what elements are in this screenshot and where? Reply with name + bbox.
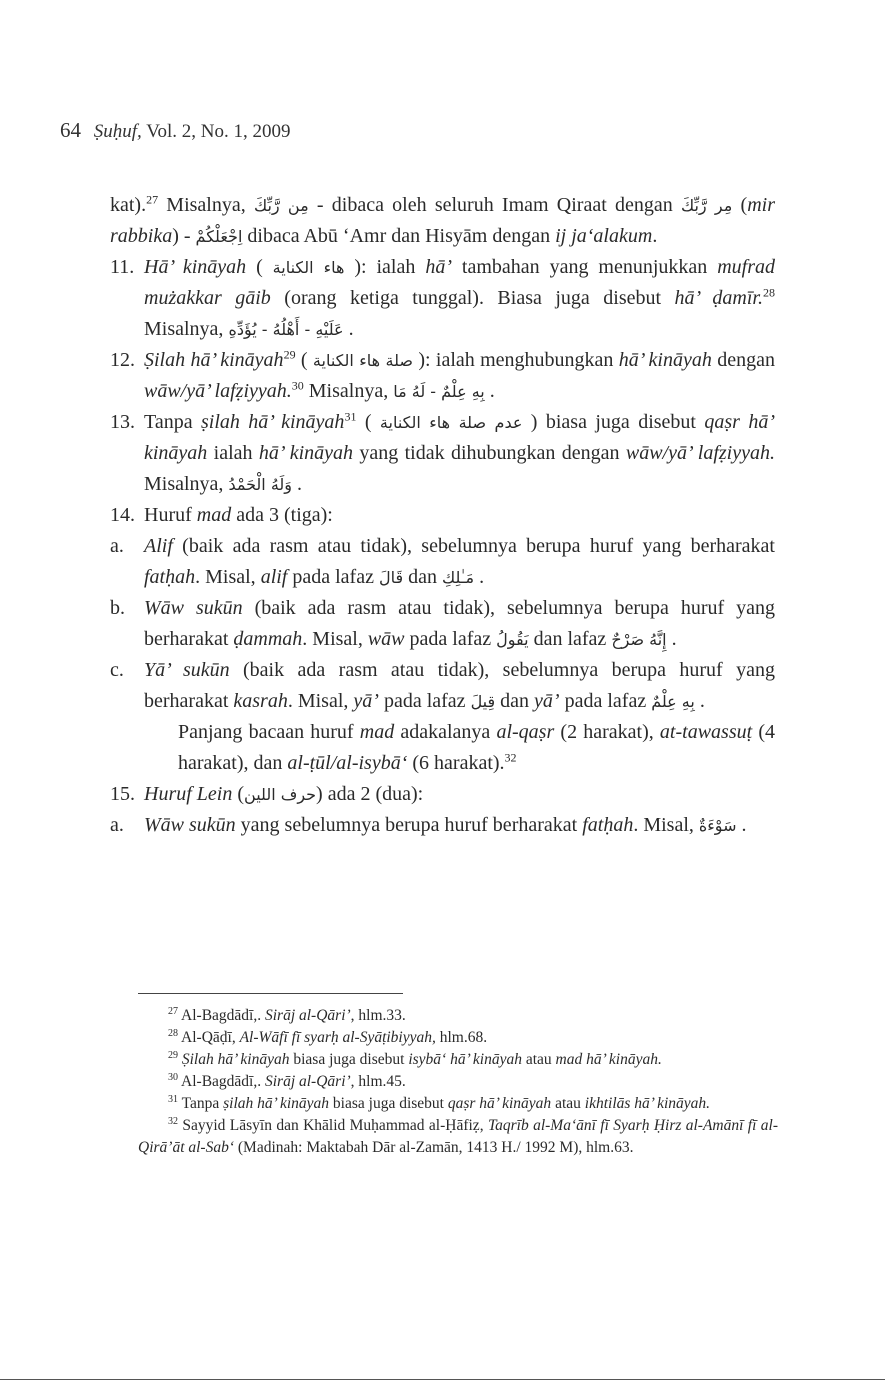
text-run: Misalnya, <box>303 380 394 402</box>
text-run: ialah <box>207 442 259 464</box>
journal-volume: Vol. 2, No. 1, 2009 <box>146 121 291 142</box>
italic-term: mufrad mużakkar gāib <box>144 256 775 309</box>
intro-paragraph <box>110 190 775 252</box>
text-run: Huruf <box>144 504 197 526</box>
item-number: 15. <box>110 783 135 805</box>
sub-item-letter: a. <box>110 814 124 836</box>
italic-term: Yā’ sukūn <box>144 659 230 681</box>
text-run: tambahan yang menunjukkan <box>451 256 718 278</box>
italic-term: hā’ <box>425 256 452 278</box>
text-run: pada lafaz <box>559 690 652 712</box>
text-run: dibaca Abū ‘Amr dan Hisyām dengan <box>242 225 556 247</box>
arabic-text: بِهِ عِلْمٌ <box>651 692 695 711</box>
footnote-ref: 31 <box>344 409 357 424</box>
text-run: . <box>694 690 705 712</box>
text-run: ): ialah menghubungkan <box>412 349 619 371</box>
text-run: . <box>292 473 302 495</box>
italic-term: Hā’ kināyah <box>144 256 247 278</box>
text-run: Panjang bacaan huruf <box>178 721 360 743</box>
text-run: yang sebelumnya berupa huruf berharakat <box>235 814 583 836</box>
italic-term: Alif <box>144 535 173 557</box>
footnote-number: 28 <box>168 1027 178 1039</box>
item-number: 12. <box>110 349 135 371</box>
text-run: . Misal, <box>287 690 354 712</box>
arabic-text: يَقُولُ <box>496 630 529 649</box>
footnote-number: 31 <box>168 1093 178 1105</box>
text-run: , hlm.45. <box>350 1073 406 1090</box>
sub-item <box>110 655 775 717</box>
list-item <box>110 252 775 345</box>
footnote <box>138 1005 778 1027</box>
italic-term: mad hā’ kināyah. <box>555 1051 662 1068</box>
text-run: Sayyid Lāsyīn dan Khālid Muḥammad al-Ḥāfiẓ, <box>182 1117 488 1134</box>
footnote <box>138 1093 778 1115</box>
arabic-text: عدم صلة هاء الكناية <box>379 413 523 432</box>
text-run: ada 3 (tiga): <box>231 504 333 526</box>
arabic-text: اِجْعَلْكُمْ <box>195 227 243 246</box>
arabic-text: سَوْءَةٌ <box>698 816 737 835</box>
footnote-ref: 29 <box>283 347 296 362</box>
italic-term: Wāw sukūn <box>144 597 243 619</box>
text-run: Tanpa <box>181 1095 224 1112</box>
italic-term: qaṣr hā’ kināyah <box>144 411 776 464</box>
italic-term: mir rabbika <box>110 194 776 247</box>
scan-edge-line <box>0 1379 885 1380</box>
text-run: ( <box>232 783 245 805</box>
text-run: (4 harakat), dan <box>178 721 775 774</box>
arabic-text: مِر رَّبِّكَ <box>680 196 733 215</box>
text-run: biasa juga disebut <box>329 1095 448 1112</box>
italic-term: al-ṭūl/al-isybā‘ <box>287 752 408 774</box>
sub-item-letter: c. <box>110 659 124 681</box>
italic-term: isybā‘ hā’ kināyah <box>408 1051 522 1068</box>
footnote-ref: 28 <box>763 285 776 300</box>
footnote-number: 30 <box>168 1071 178 1083</box>
sub-item-letter: a. <box>110 535 124 557</box>
text-run: (baik ada rasm atau tidak), sebelumnya berupa huruf yang berharakat <box>172 535 775 557</box>
item-number: 14. <box>110 504 135 526</box>
italic-term: Ṣilah hā’ kināyah <box>181 1051 290 1068</box>
main-text <box>110 190 775 841</box>
arabic-text: مِن رَّبِّكَ <box>253 196 309 215</box>
italic-term: alif <box>260 566 288 588</box>
italic-term: wāw/yā’ lafẓiyyah. <box>144 380 292 402</box>
italic-term: Sirāj al-Qāri’ <box>264 1007 351 1024</box>
text-run: (orang ketiga tunggal). Biasa juga disebut <box>270 287 675 309</box>
footnote-number: 32 <box>168 1115 178 1127</box>
footnote-number: 27 <box>168 1005 178 1017</box>
text-run: . <box>474 566 485 588</box>
italic-term: yā’ <box>534 690 560 712</box>
text-run: Misalnya, <box>144 318 229 340</box>
footnote-rule <box>138 993 403 994</box>
text-run: Al-Qāḍī, <box>181 1029 240 1046</box>
text-run: . <box>666 628 677 650</box>
italic-term: ikhtilās hā’ kināyah. <box>584 1095 711 1112</box>
italic-term: hā’ kināyah <box>258 442 354 464</box>
italic-term: mad <box>359 721 395 743</box>
text-run: dan <box>403 566 443 588</box>
text-run: Al-Bagdādī,. <box>181 1007 265 1024</box>
text-run: . Misal, <box>633 814 699 836</box>
arabic-text: قِيلَ <box>470 692 496 711</box>
text-run: dengan <box>711 349 775 371</box>
italic-term: ṣilah hā’ kināyah <box>200 411 345 433</box>
footnotes <box>138 1005 778 1159</box>
text-run: ( <box>246 256 273 278</box>
italic-term: fatḥah <box>582 814 634 836</box>
text-run: dan lafaz <box>528 628 612 650</box>
text-run: (Madinah: Maktabah Dār al-Zamān, 1413 H./ 1992 M), hlm.63. <box>234 1139 634 1156</box>
italic-term: ṣilah hā’ kināyah <box>223 1095 330 1112</box>
item-number: 13. <box>110 411 135 433</box>
footnote-ref: 30 <box>291 378 304 393</box>
text-run: yang tidak dihubungkan dengan <box>353 442 626 464</box>
text-run: Misalnya, <box>158 194 254 216</box>
italic-term: kasrah <box>233 690 288 712</box>
arabic-text: قَالَ <box>378 568 404 587</box>
text-run: ) - <box>172 225 196 247</box>
italic-term: qaṣr hā’ kināyah <box>447 1095 552 1112</box>
italic-term: mad <box>196 504 232 526</box>
arabic-text: هاء الكناية <box>272 258 345 277</box>
italic-term: yā’ <box>353 690 379 712</box>
footnote <box>138 1115 778 1159</box>
text-run: . Misal, <box>302 628 368 650</box>
italic-term: wāw <box>367 628 405 650</box>
italic-term: wāw/yā’ lafẓiyyah. <box>625 442 775 464</box>
text-run: ): ialah <box>344 256 426 278</box>
italic-term: al-qaṣr <box>496 721 555 743</box>
text-run: . <box>736 814 747 836</box>
arabic-text: بِهِ عِلْمٌ - لَهُ مَا <box>393 382 485 401</box>
arabic-text: عَلَيْهِ - أَهْلُهُ - يُؤَدِّهِ <box>228 320 344 339</box>
text-run: . Misal, <box>195 566 261 588</box>
arabic-text: إِنَّهُ صَرْحٌ <box>611 630 667 649</box>
arabic-text: مَـٰلِكِ <box>442 568 475 587</box>
italic-term: Huruf Lein <box>144 783 233 805</box>
text-run: dan <box>495 690 535 712</box>
italic-term: Wāw sukūn <box>144 814 236 836</box>
text-run: Al-Bagdādī,. <box>181 1073 265 1090</box>
page-number: 64 <box>60 118 81 142</box>
text-run: ( <box>295 349 313 371</box>
sub-item <box>110 531 775 593</box>
text-run: . <box>484 380 495 402</box>
text-run: kat). <box>110 194 147 216</box>
text-run: Misalnya, <box>144 473 229 495</box>
text-run: biasa juga disebut <box>289 1051 409 1068</box>
text-run: (2 harakat), <box>554 721 660 743</box>
text-run: ( <box>356 411 380 433</box>
item-number: 11. <box>110 256 135 278</box>
text-run: . <box>343 318 354 340</box>
italic-term: hā’ kināyah <box>618 349 712 371</box>
sub-item-letter: b. <box>110 597 125 619</box>
italic-term: Al-Wāfī fī syarḥ al-Syāṭibiyyah, <box>239 1029 436 1046</box>
sub-item <box>110 593 775 655</box>
text-run: (baik ada rasm atau tidak), sebelumnya berupa huruf yang berharakat <box>144 597 775 650</box>
text-run: hlm.68. <box>435 1029 488 1046</box>
text-run: (baik ada rasm atau tidak), sebelumnya berupa huruf yang berharakat <box>144 659 775 712</box>
text-run: , hlm.33. <box>350 1007 406 1024</box>
list-item <box>110 500 775 531</box>
text-run: (6 harakat). <box>407 752 505 774</box>
journal-name: Ṣuḥuf, <box>93 121 142 142</box>
text-run: . <box>652 225 658 247</box>
italic-term: fatḥah <box>144 566 196 588</box>
italic-term: hā’ ḍamīr. <box>674 287 764 309</box>
text-run: pada lafaz <box>404 628 497 650</box>
numbered-list <box>110 252 775 841</box>
text-run: ) ada 2 (dua): <box>316 783 424 805</box>
text-run: ( <box>732 194 748 216</box>
footnote-ref: 27 <box>146 192 159 207</box>
footnote-ref: 32 <box>504 750 517 765</box>
italic-term: at-tawassuṭ <box>659 721 753 743</box>
arabic-text: حرف اللين <box>244 785 317 804</box>
text-run: adakalanya <box>394 721 497 743</box>
text-run: atau <box>551 1095 585 1112</box>
text-run: Tanpa <box>144 411 201 433</box>
footnote <box>138 1071 778 1093</box>
text-run: ) biasa juga disebut <box>522 411 705 433</box>
text-run: pada lafaz <box>287 566 379 588</box>
footnote <box>138 1027 778 1049</box>
arabic-text: وَلَهُ الْحَمْدُ <box>228 475 292 494</box>
italic-term: Taqrīb al-Ma‘ānī fī Syarḥ Ḥirz al-Amānī fī al-Qirā’āt al-Sab‘ <box>138 1117 778 1156</box>
running-header <box>60 118 290 143</box>
italic-term: ij ja‘alakum <box>555 225 653 247</box>
italic-term: Sirāj al-Qāri’ <box>264 1073 351 1090</box>
footnote <box>138 1049 778 1071</box>
footnote-number: 29 <box>168 1049 178 1061</box>
list-item <box>110 345 775 407</box>
list-item <box>110 779 775 810</box>
italic-term: Ṣilah hā’ kināyah <box>144 349 284 371</box>
text-run: - dibaca oleh seluruh Imam Qiraat dengan <box>308 194 681 216</box>
arabic-text: صلة هاء الكناية <box>312 351 413 370</box>
list-item <box>110 407 775 500</box>
text-run: pada lafaz <box>378 690 471 712</box>
italic-term: ḍammah <box>233 628 303 650</box>
continuation-paragraph <box>110 717 775 779</box>
text-run: atau <box>521 1051 556 1068</box>
sub-item <box>110 810 775 841</box>
